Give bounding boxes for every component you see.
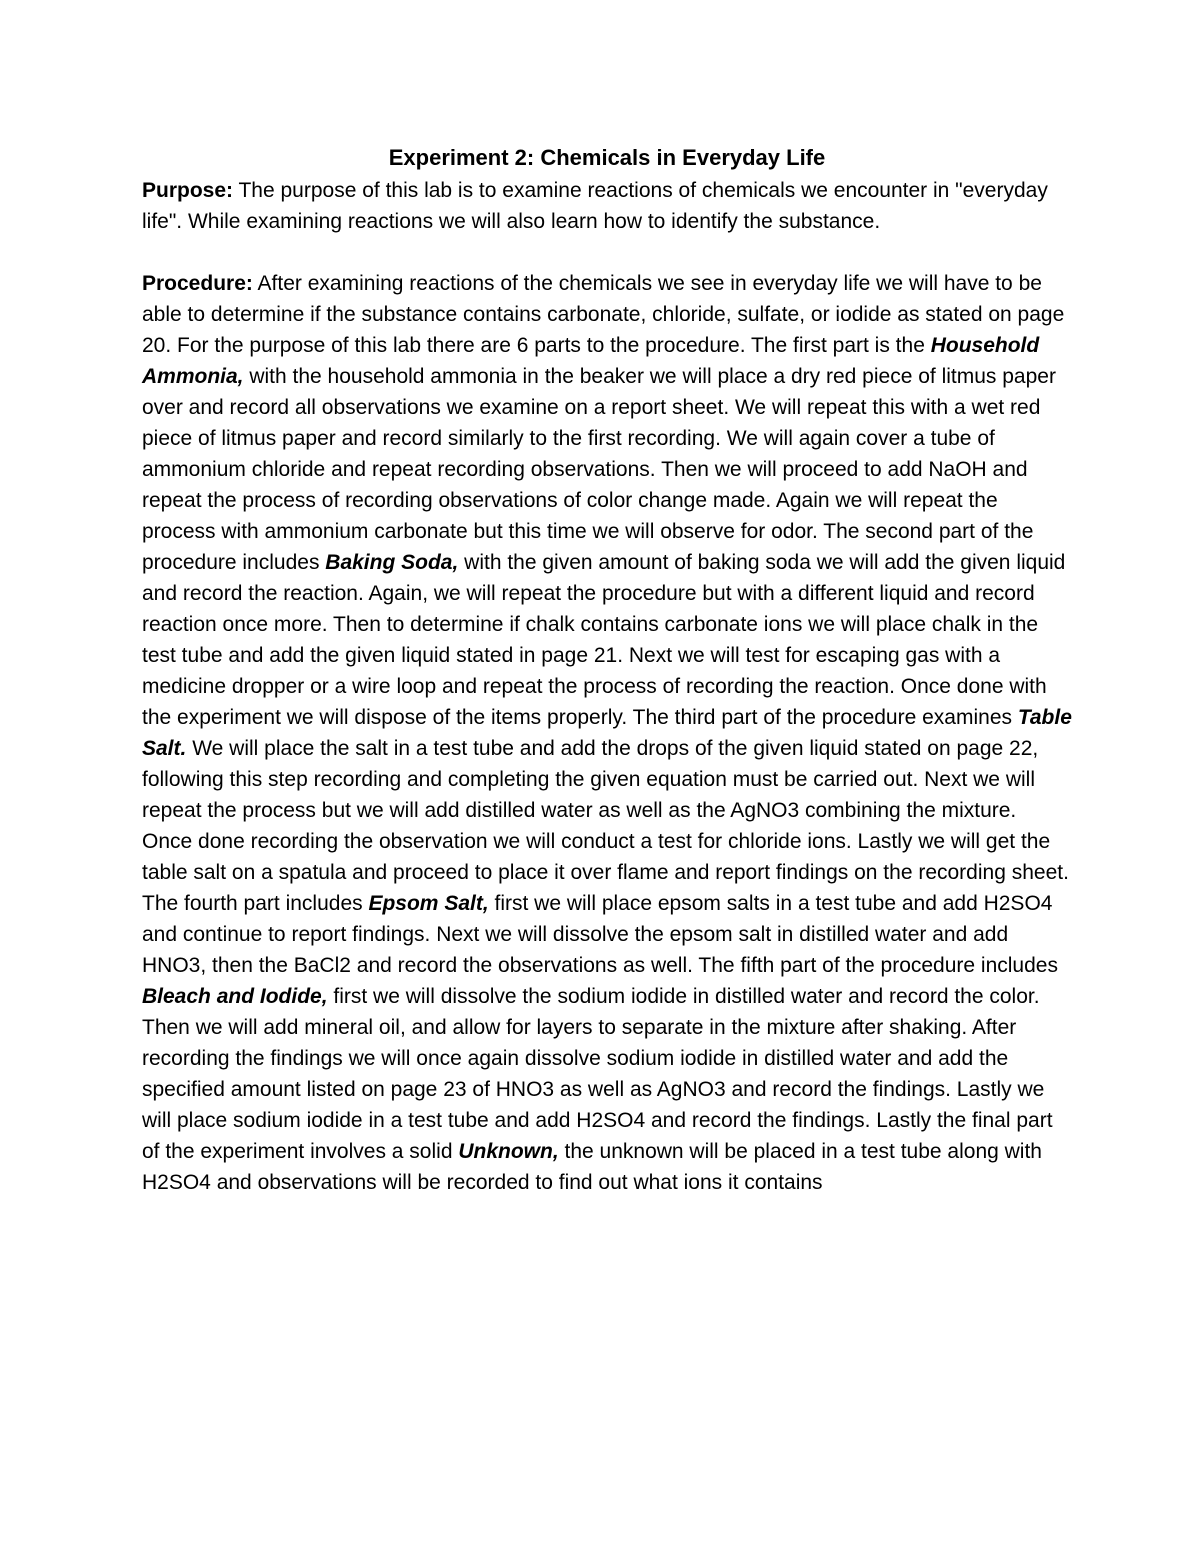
epsom-salt-term: Epsom Salt, — [368, 892, 489, 915]
procedure-text-6: first we will dissolve the sodium iodide in distilled water and record the color. Then we will add mineral oil, and allow for layers to separate in the mixture after shaking. After recording the findings we will once again dissolve sodium iodide in distilled water and add the specified amount listed on page 23 of HNO3 as well as AgNO3 and record the findings. Lastly we will place sodium iodide in a test tube and add H2SO4 and record the findings. Lastly the final part of the experiment involves a solid — [142, 985, 1053, 1163]
procedure-text-4: We will place the salt in a test tube and add the drops of the given liquid stated on page 22, following this step recording and completing the given equation must be carried out. Next we will repeat the process but we will add distilled water as well as the AgNO3 combining the mixture. Once done recording the observation we will conduct a test for chloride ions. Lastly we will get the table salt on a spatula and proceed to place it over flame and report findings on the recording sheet. The fourth part includes — [142, 737, 1069, 915]
bleach-and-iodide-term: Bleach and Iodide, — [142, 985, 328, 1008]
purpose-label: Purpose: — [142, 179, 234, 202]
procedure-label: Procedure: — [142, 272, 253, 295]
document-body — [142, 140, 1072, 1198]
procedure-paragraph — [142, 268, 1072, 1198]
table-salt-term: Table Salt. — [142, 706, 1072, 760]
unknown-term: Unknown, — [458, 1140, 559, 1163]
procedure-text-1: After examining reactions of the chemicals we see in everyday life we will have to be able to determine if the substance contains carbonate, chloride, sulfate, or iodide as stated on page 20. For the purpose of this lab there are 6 parts to the procedure. The first part is the — [142, 272, 1065, 357]
procedure-text-7: the unknown will be placed in a test tube along with H2SO4 and observations will be recorded to find out what ions it contains — [142, 1140, 1042, 1194]
household-ammonia-term: Household Ammonia, — [142, 334, 1040, 388]
procedure-text-5: first we will place epsom salts in a test tube and add H2SO4 and continue to report findings. Next we will dissolve the epsom salt in distilled water and add HNO3, then the BaCl2 and record the observations as well. The fifth part of the procedure includes — [142, 892, 1058, 977]
paragraph-spacer — [142, 237, 1072, 268]
purpose-text: The purpose of this lab is to examine reactions of chemicals we encounter in "everyday life". While examining reactions we will also learn how to identify the substance. — [142, 179, 1048, 233]
page-title: Experiment 2: Chemicals in Everyday Life — [388, 145, 826, 170]
procedure-text-3: with the given amount of baking soda we will add the given liquid and record the reaction. Again, we will repeat the procedure but with a different liquid and record reaction once more. Then to determine if chalk contains carbonate ions we will place chalk in the test tube and add the given liquid stated in page 21. Next we will test for escaping gas with a medicine dropper or a wire loop and repeat the process of recording the reaction. Once done with the experiment we will dispose of the items properly. The third part of the procedure examines — [142, 551, 1066, 729]
baking-soda-term: Baking Soda, — [325, 551, 459, 574]
procedure-text-2: with the household ammonia in the beaker we will place a dry red piece of litmus paper over and record all observations we examine on a report sheet. We will repeat this with a wet red piece of litmus paper and record similarly to the first recording. We will again cover a tube of ammonium chloride and repeat recording observations. Then we will proceed to add NaOH and repeat the process of recording observations of color change made. Again we will repeat the process with ammonium carbonate but this time we will observe for odor. The second part of the procedure includes — [142, 365, 1056, 574]
purpose-paragraph — [142, 175, 1072, 237]
